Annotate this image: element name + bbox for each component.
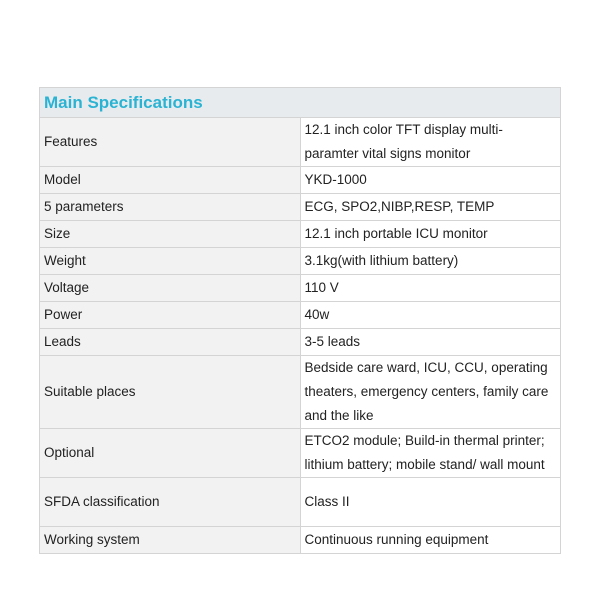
row-value-parameters: ECG, SPO2,NIBP,RESP, TEMP [300, 194, 561, 221]
row-value-size: 12.1 inch portable ICU monitor [300, 221, 561, 248]
row-value-voltage: 110 V [300, 275, 561, 302]
table-row [40, 221, 561, 248]
table-row [40, 248, 561, 275]
table-title: Main Specifications [40, 88, 561, 118]
row-value-weight: 3.1kg(with lithium battery) [300, 248, 561, 275]
row-label-size: Size [40, 221, 301, 248]
row-label-power: Power [40, 302, 301, 329]
row-value-power: 40w [300, 302, 561, 329]
row-label-weight: Weight [40, 248, 301, 275]
row-label-model: Model [40, 167, 301, 194]
row-value-optional: ETCO2 module; Build-in thermal printer; lithium battery; mobile stand/ wall mount [300, 429, 561, 478]
table-row [40, 429, 561, 478]
table-header-row [40, 88, 561, 118]
row-value-leads: 3-5 leads [300, 329, 561, 356]
table-row [40, 167, 561, 194]
table-row [40, 478, 561, 527]
table-row [40, 194, 561, 221]
table-row [40, 118, 561, 167]
table-row [40, 329, 561, 356]
row-value-model: YKD-1000 [300, 167, 561, 194]
row-label-working-system: Working system [40, 527, 301, 554]
row-value-working-system: Continuous running equipment [300, 527, 561, 554]
row-label-leads: Leads [40, 329, 301, 356]
row-value-suitable-places: Bedside care ward, ICU, CCU, operating theaters, emergency centers, family care and the like [300, 356, 561, 429]
table-row [40, 275, 561, 302]
row-label-voltage: Voltage [40, 275, 301, 302]
row-label-optional: Optional [40, 429, 301, 478]
row-label-features: Features [40, 118, 301, 167]
row-value-features: 12.1 inch color TFT display multi-paramter vital signs monitor [300, 118, 561, 167]
row-label-sfda-classification: SFDA classification [40, 478, 301, 527]
specifications-table [39, 87, 561, 554]
row-label-suitable-places: Suitable places [40, 356, 301, 429]
row-label-parameters: 5 parameters [40, 194, 301, 221]
row-value-sfda-classification: Class II [300, 478, 561, 527]
table-row [40, 527, 561, 554]
table-row [40, 356, 561, 429]
table-row [40, 302, 561, 329]
